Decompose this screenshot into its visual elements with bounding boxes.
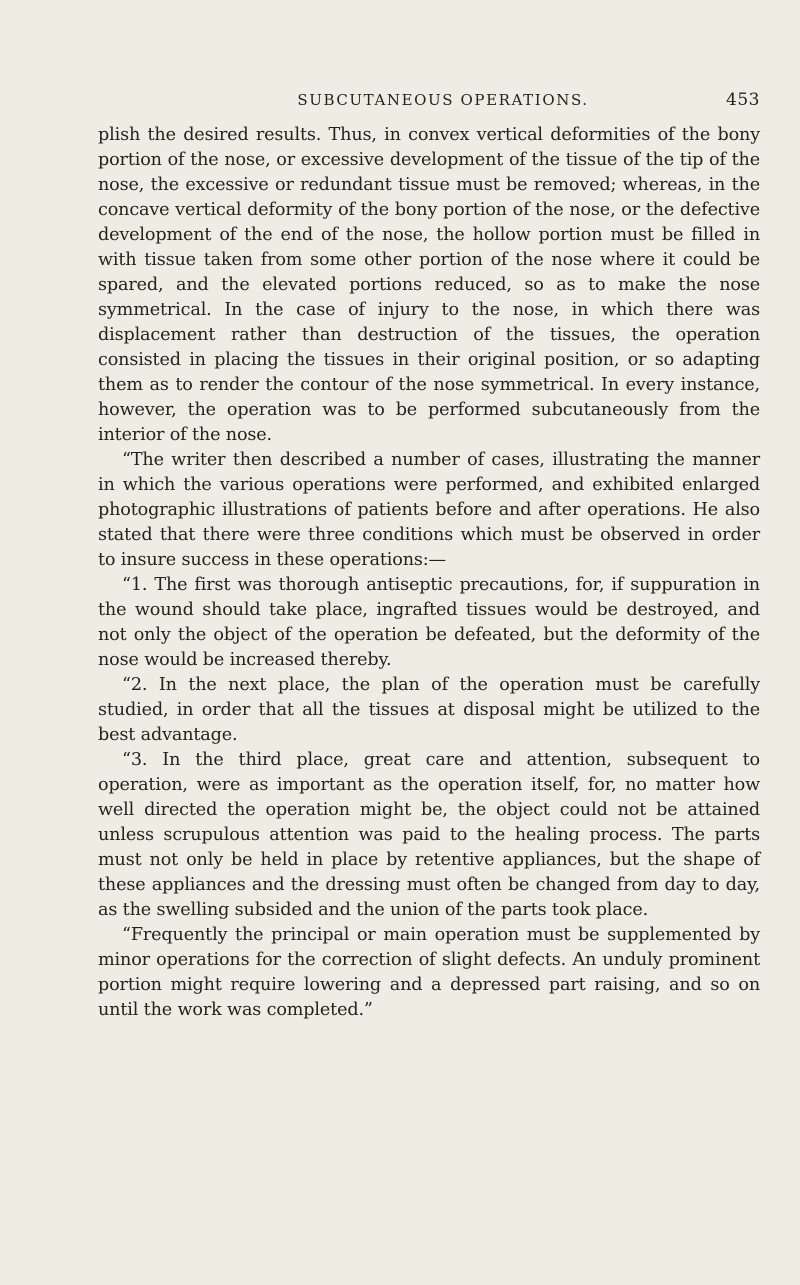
paragraph-condition-2: “2. In the next place, the plan of the operation must be carefully studied, in order that all the tissues at disposal might be utilized to the best advantage. (98, 675, 760, 745)
paragraph-cases: “The writer then described a number of cases, illustrating the manner in which the various operations were performed, and exhibited enlarged photographic illustrations of patients before and after operations. He also stated that there were three conditions which must be observed in order to insure success in these operations:— (98, 450, 760, 570)
paragraph-condition-3: “3. In the third place, great care and attention, subsequent to operation, were as important as the operation itself, for, no matter how well directed the operation might be, the object could not be attained unless scrupulous attention was paid to the healing process. The parts must not only be held in place by retentive appliances, but the shape of these appliances and the dressing must often be changed from day to day, as the swelling subsided and the union of the parts took place. (98, 750, 760, 920)
paragraph-continuation: plish the desired results. Thus, in convex vertical deformities of the bony portion of the nose, or excessive development of the tissue of the tip of the nose, the excessive or redundant tissue must be removed; whereas, in the concave vertical deformity of the bony portion of the nose, or the defective development of the end of the nose, the hollow portion must be filled in with tissue taken from some other portion of the nose where it could be spared, and the elevated portions reduced, so as to make the nose symmetrical. In the case of injury to the nose, in which there was displacement rather than destruction of the tissues, the operation consisted in placing the tissues in their original position, or so adapting them as to render the contour of the nose symmetrical. In every instance, however, the operation was to be performed subcutaneously from the interior of the nose. (98, 125, 760, 445)
running-title: SUBCUTANEOUS OPERATIONS. (297, 91, 589, 109)
running-head (98, 91, 760, 115)
paragraph-condition-1: “1. The first was thorough antiseptic precautions, for, if suppuration in the wound should take place, ingrafted tissues would be destroyed, and not only the object of the operation be defeated, but the deformity of the nose would be increased thereby. (98, 575, 760, 670)
paragraph-minor-operations: “Frequently the principal or main operation must be supplemented by minor operations for the correction of slight defects. An unduly prominent portion might require lowering and a depressed part raising, and so on until the work was completed.” (98, 925, 760, 1020)
body-text (98, 123, 760, 1023)
page-number: 453 (726, 90, 760, 110)
